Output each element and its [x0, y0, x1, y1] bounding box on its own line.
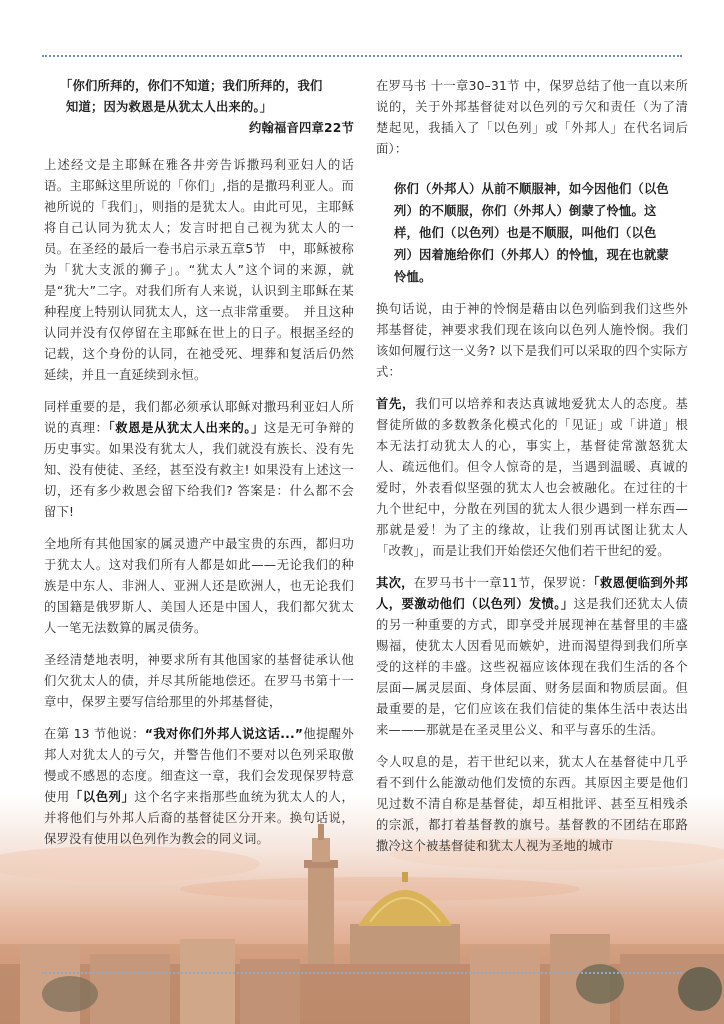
- paragraph: 换句话说，由于神的怜悯是藉由以色列临到我们这些外邦基督徒，神要求我们现在该向以色列人施怜悯。我们该如何履行这一义务? 以下是我们可以采取的四个实际方式：: [376, 302, 688, 379]
- romans-blockquote: 你们（外邦人）从前不顺服神，如今因他们（以色列）的不顺服，你们（外邦人）倒蒙了怜恤。这样，他们（以色列）也是不顺服，叫他们（以色列）因着施给你们（外邦人）的怜恤，现在也就蒙怜恤。: [394, 182, 669, 284]
- paragraph: 圣经清楚地表明，神要求所有其他国家的基督徒承认他们欠犹太人的债，并尽其所能地偿还。在罗马书第十一章中，保罗主要写信给那里的外邦基督徒，: [44, 653, 354, 709]
- text-run: 在罗马书十一章11节，保罗说：: [413, 576, 594, 590]
- paragraph: [376, 394, 688, 562]
- scripture-quote-line-1: 「你们所拜的，你们不知道；我们所拜的，我们: [60, 79, 323, 93]
- paragraph: 在罗马书 十一章30–31节 中，保罗总结了他一直以来所说的，关于外邦基督徒对以色列的亏欠和责任（为了清楚起见，我插入了「以色列」或「外邦人」在代名词后面）：: [376, 79, 688, 156]
- text-run: 这个名字来指那些血统为犹太人的人，并将他们与外邦人后裔的基督徒区分开来。换句话说，保罗没有使用以色列作为教会的同义词。: [44, 790, 354, 846]
- text-run: 同样重要的是，我们都必须承认耶稣对撒玛利亚妇人所说的真理：: [44, 400, 354, 435]
- bold-text: 「救恩便临到外邦人，要激动他们（以色列）发愤。」: [376, 576, 688, 611]
- paragraph: [44, 724, 354, 850]
- paragraph: [44, 397, 354, 523]
- paragraph: 全地所有其他国家的属灵遗产中最宝贵的东西，都归功于犹太人。这对我们所有人都是如此——无论我们的种族是中东人、非洲人、亚洲人还是欧洲人，也无论我们的国籍是俄罗斯人、美国人还是中国人，我们都欠犹太人一笔无法数算的属灵债务。: [44, 537, 354, 635]
- text-run: 在第 13 节他说：: [44, 727, 145, 741]
- scripture-quote-line-2: 知道；因为救恩是从犹太人出来的。」: [66, 100, 273, 114]
- bold-text: 首先，: [376, 397, 416, 411]
- right-column: [376, 76, 688, 868]
- paragraph: 令人叹息的是，若干世纪以来，犹太人在基督徒中几乎看不到什么能激动他们发愤的东西。其原因主要是他们见过数不清自称是基督徒，却互相批评、甚至互相残杀的宗派，都打着基督教的旗号。基督教的不团结在耶路撒冷这个被基督徒和犹太人视为圣地的城市: [376, 755, 688, 853]
- left-column: [44, 76, 354, 861]
- bold-text: “我对你们外邦人说这话...”: [144, 727, 304, 741]
- bold-text: 「以色列」: [69, 790, 135, 804]
- bold-text: 其次，: [376, 576, 414, 590]
- text-run: 他提醒外邦人对犹太人的亏欠，并警告他们不要对以色列采取傲慢或不感恩的态度。细查这一章，我们会发现保罗特意使用: [44, 727, 355, 804]
- bottom-dotted-divider: [42, 972, 682, 974]
- text-run: 我们可以培养和表达真诚地爱犹太人的态度。基督徒所做的多数教条化模式化的「见证」或「讲道」根本无法打动犹太人的心，事实上，基督徒常激怒犹太人、疏远他们。但令人惊奇的是，当遇到温暖、真诚的爱时，外表看似坚强的犹太人也会被融化。在过往的十九个世纪中，分散在列国的犹太人很少遇到一样东西—那就是爱！为了主的缘故，让我们别再试图让犹太人「改教」，而是让我们开始偿还欠他们若干世纪的爱。: [376, 397, 689, 558]
- text-run: 这是无可争辩的历史事实。如果没有犹太人，我们就没有族长、没有先知、没有使徒、圣经，甚至没有救主! 如果没有上述这一切，还有多少救恩会留下给我们? 答案是：什么都不会留下!: [44, 421, 354, 519]
- bold-text: 「救恩是从犹太人出来的。」: [108, 421, 265, 435]
- text-run: 这是我们还犹太人债的另一种重要的方式，即享受并展现神在基督里的丰盛赐福，使犹太人因看见而嫉妒，进而渴望得到我们所享受的这样的丰盛。这些祝福应该体现在我们生活的各个层面—属灵层面、身体层面、财务层面和物质层面。但最重要的是，它们应该在我们信徒的集体生活中表达出来———那就是在圣灵里公义、和平与喜乐的生活。: [376, 597, 688, 737]
- scripture-reference: 约翰福音四章22节: [249, 121, 354, 135]
- paragraph: [376, 573, 688, 741]
- paragraph: 上述经文是主耶稣在雅各井旁告诉撒玛利亚妇人的话语。主耶稣这里所说的「你们」,指的是撒玛利亚人。而祂所说的「我们」，则指的是犹太人。由此可见，主耶稣将自己认同为犹太人；发言时把自己视为犹太人的一员。在圣经的最后一卷书启示录五章5节 中，耶稣被称为「犹大支派的狮子」。“犹太人”这个词的来源，就是“犹大”二字。对我们所有人来说，认识到主耶稣在某种程度上特别认同犹太人，这一点非常重要。 并且这种认同并没有仅停留在主耶稣在世上的日子。根据圣经的记载，这个身份的认同，在祂受死、埋葬和复活后仍然延续，并且一直延续到永恒。: [44, 158, 354, 382]
- top-dotted-divider: [42, 55, 682, 57]
